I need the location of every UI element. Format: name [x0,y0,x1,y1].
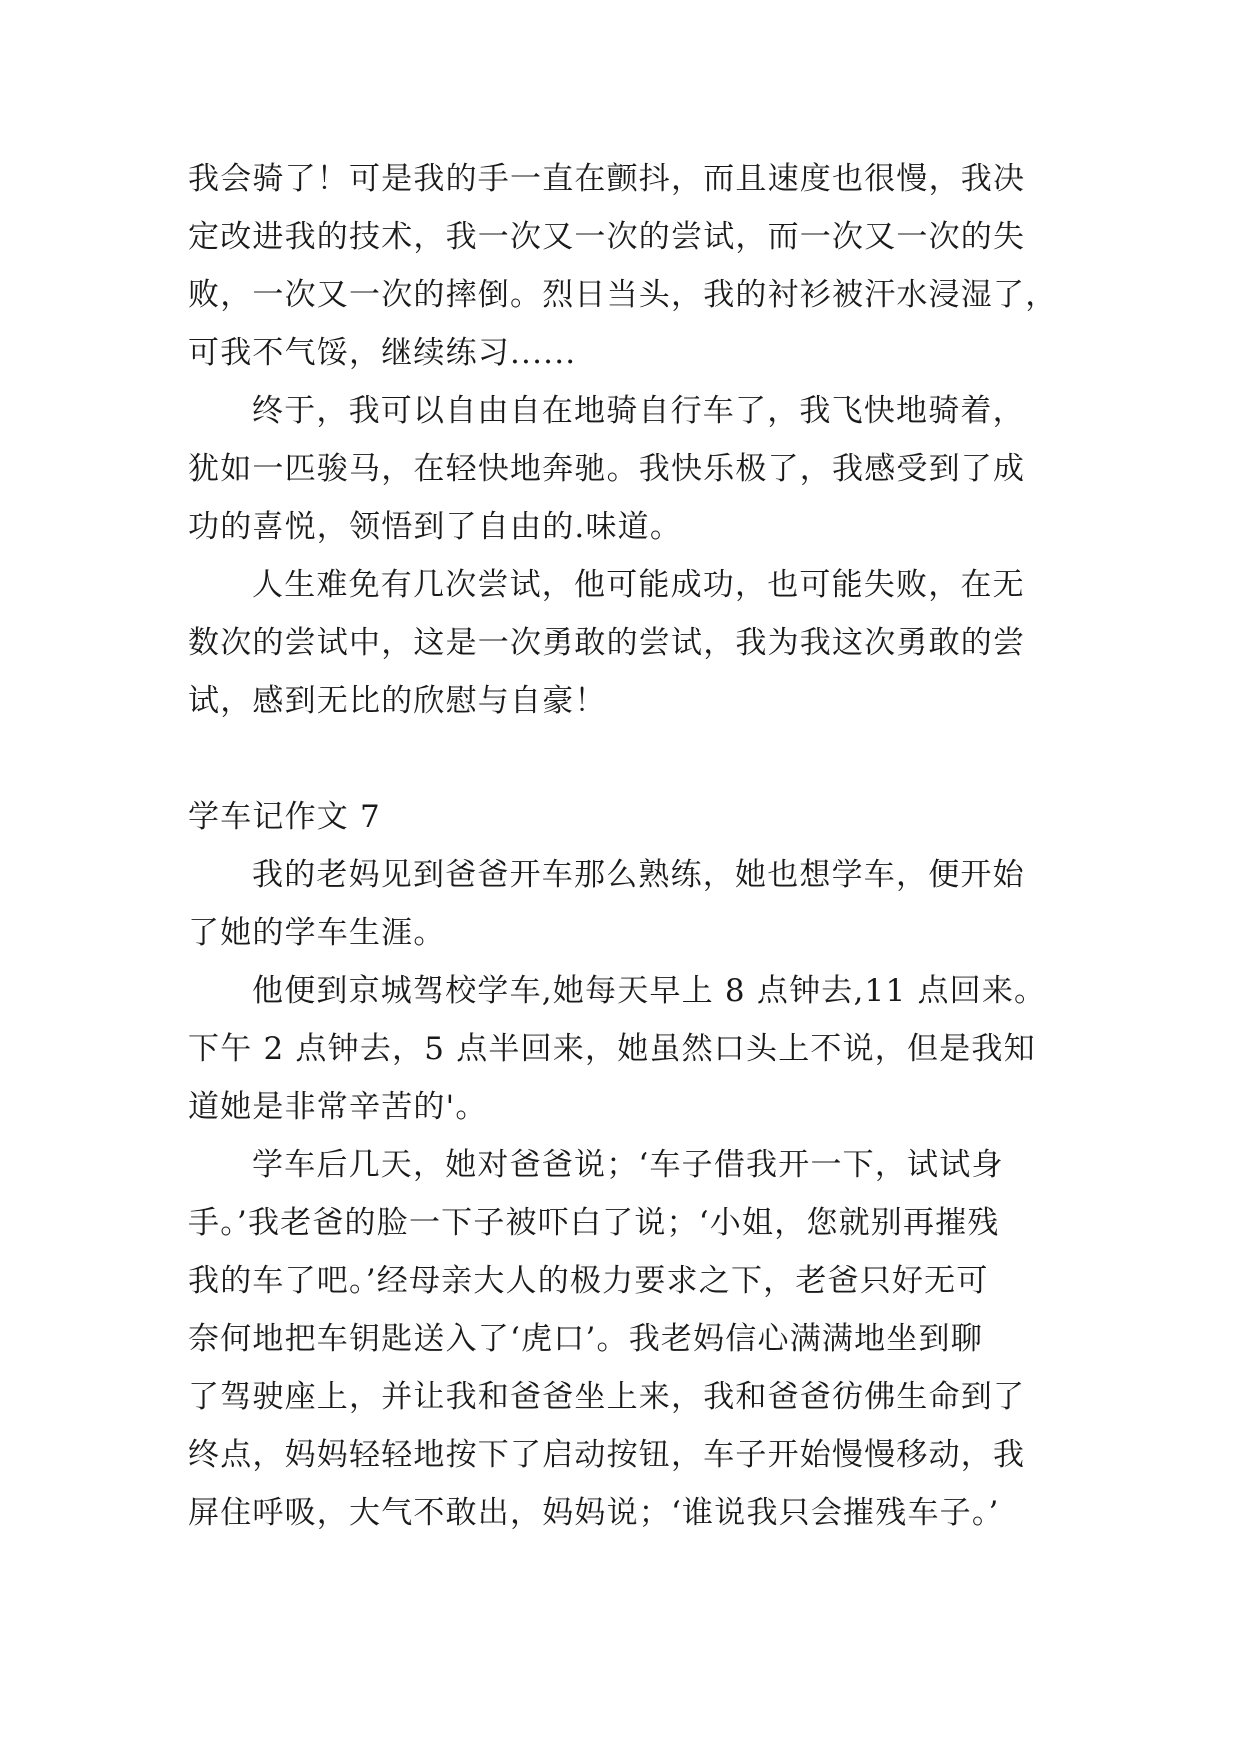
text-line: 败，一次又一次的摔倒。烈日当头，我的衬衫被汗水浸湿了， [188,277,1058,313]
text-line: 了驾驶座上，并让我和爸爸坐上来，我和爸爸彷佛生命到了 [188,1379,1026,1415]
text-line: 我会骑了！可是我的手一直在颤抖，而且速度也很慢，我决 [188,161,1026,197]
text-line: 可我不气馁，继续练习...... [188,335,577,371]
paragraph [188,556,1054,730]
text-line: 终点，妈妈轻轻地按下了启动按钮，车子开始慢慢移动，我 [188,1437,1026,1473]
text-line: 了她的学车生涯。 [188,915,446,951]
text-line: 定改进我的技术，我一次又一次的尝试，而一次又一次的失 [188,219,1026,255]
text-line: 奈何地把车钥匙送入了‘虎口’。我老妈信心满满地坐到聊 [188,1321,983,1357]
text-line: 道她是非常辛苦的'。 [188,1089,488,1125]
paragraph [188,150,1058,382]
text-line: 学车后几天，她对爸爸说；‘车子借我开一下，试试身 [252,1147,1004,1183]
text-line: 终于，我可以自由自在地骑自行车了，我飞快地骑着， [252,393,1025,429]
text-line: 人生难免有几次尝试，他可能成功，也可能失败，在无 [252,567,1025,603]
text-line: 屏住呼吸，大气不敢出，妈妈说；‘谁说我只会摧残车子。’ [188,1495,1000,1531]
text-line: 我的车了吧。’经母亲大人的极力要求之下，老爸只好无可 [188,1263,989,1299]
text-line: 我的老妈见到爸爸开车那么熟练，她也想学车，便开始 [252,857,1025,893]
text-line: 犹如一匹骏马，在轻快地奔驰。我快乐极了，我感受到了成 [188,451,1026,487]
text-line: 下午 2 点钟去，5 点半回来，她虽然口头上不说，但是我知 [188,1031,1036,1067]
section-heading: 学车记作文 7 [188,799,381,835]
document-page [188,150,1058,1542]
text-line: 他便到京城驾校学车,她每天早上 8 点钟去,11 点回来。 [252,973,1047,1009]
paragraph [188,962,1054,1136]
text-line: 数次的尝试中，这是一次勇敢的尝试，我为我这次勇敢的尝 [188,625,1026,661]
text-line: 功的喜悦，领悟到了自由的.味道。 [188,509,683,545]
text-line: 手。’我老爸的脸一下子被吓白了说；‘小姐，您就别再摧残 [188,1205,1000,1241]
paragraph [188,382,1054,556]
paragraph [188,846,1054,962]
text-line: 试，感到无比的欣慰与自豪！ [188,683,607,719]
paragraph [188,1136,1054,1542]
